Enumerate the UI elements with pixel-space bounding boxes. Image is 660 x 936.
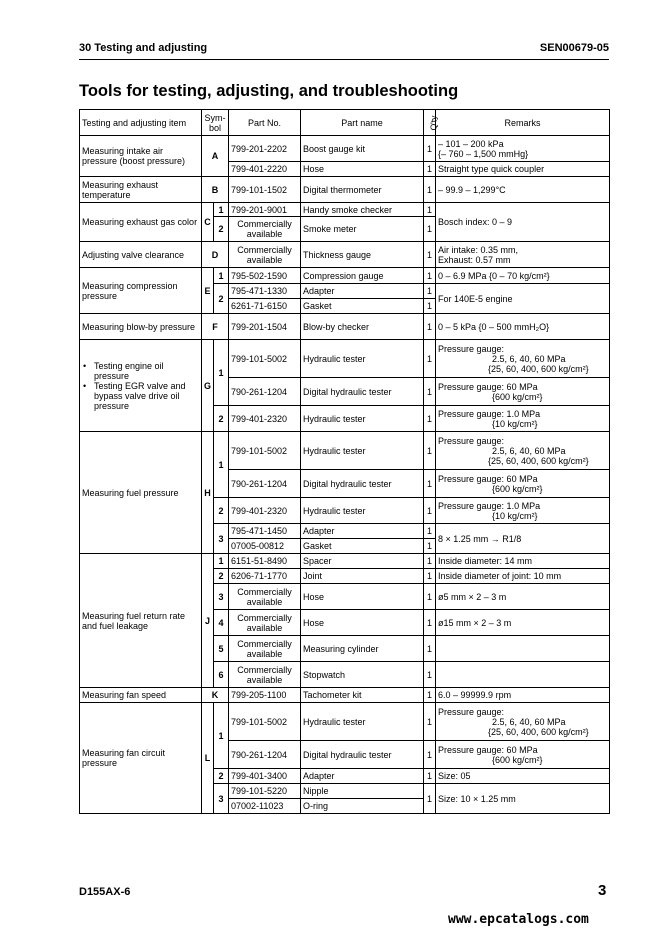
remarks: Pressure gauge: 60 MPa {600 kg/cm²} xyxy=(436,741,610,769)
remarks: – 101 – 200 kPa {– 760 – 1,500 mmHg} xyxy=(436,136,610,162)
sub-number: 4 xyxy=(214,610,229,636)
item-a: Measuring intake air pressure (boost pressure) xyxy=(80,136,202,177)
qty: 1 xyxy=(424,432,436,470)
part-no: 6261-71-6150 xyxy=(229,299,301,314)
part-no: Commercially available xyxy=(229,662,301,688)
header-symbol: Sym- bol xyxy=(202,110,229,136)
item-g-2: • Testing EGR valve and bypass valve drive oil pressure xyxy=(94,381,199,411)
part-no: 799-401-2320 xyxy=(229,498,301,524)
part-name: Handy smoke checker xyxy=(301,203,424,217)
item-g xyxy=(80,340,202,432)
qty: 1 xyxy=(424,539,436,554)
part-no: Commercially available xyxy=(229,584,301,610)
remarks: 0 – 5 kPa {0 – 500 mmH₂O} xyxy=(436,314,610,340)
remarks: Pressure gauge: 60 MPa {600 kg/cm²} xyxy=(436,378,610,406)
table-row xyxy=(80,314,610,340)
remarks: Straight type quick coupler xyxy=(436,162,610,177)
qty: 1 xyxy=(424,784,436,814)
part-name: Gasket xyxy=(301,539,424,554)
part-no: 07005-00812 xyxy=(229,539,301,554)
part-name: Boost gauge kit xyxy=(301,136,424,162)
symbol-d: D xyxy=(202,242,229,268)
qty: 1 xyxy=(424,662,436,688)
part-no: Commercially available xyxy=(229,610,301,636)
part-no: 799-201-1504 xyxy=(229,314,301,340)
qty: 1 xyxy=(424,610,436,636)
watermark-link[interactable]: www.epcatalogs.com xyxy=(448,912,589,927)
symbol-k: K xyxy=(202,688,229,703)
item-e: Measuring compression pressure xyxy=(80,268,202,314)
remarks: Pressure gauge: 2.5, 6, 40, 60 MPa {25, 60, 400, 600 kg/cm²} xyxy=(436,432,610,470)
part-name: Hose xyxy=(301,162,424,177)
part-no: 790-261-1204 xyxy=(229,378,301,406)
part-name: Hydraulic tester xyxy=(301,498,424,524)
remarks: – 99.9 – 1,299°C xyxy=(436,177,610,203)
page-number: 3 xyxy=(598,882,607,899)
qty: 1 xyxy=(424,584,436,610)
remarks: For 140E-5 engine xyxy=(436,284,610,314)
sub-number: 2 xyxy=(214,217,229,242)
part-no: 795-471-1330 xyxy=(229,284,301,299)
item-b: Measuring exhaust temperature xyxy=(80,177,202,203)
qty: 1 xyxy=(424,569,436,584)
table-row xyxy=(80,203,610,217)
sub-number: 2 xyxy=(214,284,229,314)
symbol-a: A xyxy=(202,136,229,177)
sub-number: 6 xyxy=(214,662,229,688)
part-no: 799-201-9001 xyxy=(229,203,301,217)
remarks: Inside diameter: 14 mm xyxy=(436,554,610,569)
item-l: Measuring fan circuit pressure xyxy=(80,703,202,814)
part-name: Smoke meter xyxy=(301,217,424,242)
table-row xyxy=(80,340,610,378)
header-qty: Q'ty xyxy=(424,110,436,136)
remarks xyxy=(436,662,610,688)
remarks: 0 – 6.9 MPa {0 – 70 kg/cm²} xyxy=(436,268,610,284)
section-title: 30 Testing and adjusting xyxy=(79,42,208,54)
remarks: Bosch index: 0 – 9 xyxy=(436,203,610,242)
sub-number: 2 xyxy=(214,498,229,524)
item-d: Adjusting valve clearance xyxy=(80,242,202,268)
remarks: Size: 05 xyxy=(436,769,610,784)
qty: 1 xyxy=(424,688,436,703)
part-name: Nipple xyxy=(301,784,424,799)
remarks: Pressure gauge: 2.5, 6, 40, 60 MPa {25, 60, 400, 600 kg/cm²} xyxy=(436,340,610,378)
sub-number: 1 xyxy=(214,703,229,769)
remarks: Pressure gauge: 1.0 MPa {10 kg/cm²} xyxy=(436,498,610,524)
qty: 1 xyxy=(424,242,436,268)
part-name: Hose xyxy=(301,610,424,636)
table-row xyxy=(80,177,610,203)
remarks: 6.0 – 99999.9 rpm xyxy=(436,688,610,703)
part-no: 799-201-2202 xyxy=(229,136,301,162)
part-no: Commercially available xyxy=(229,636,301,662)
part-name: Hydraulic tester xyxy=(301,703,424,741)
sub-number: 3 xyxy=(214,524,229,554)
header-remarks: Remarks xyxy=(436,110,610,136)
sub-number: 2 xyxy=(214,406,229,432)
part-no: 795-471-1450 xyxy=(229,524,301,539)
sub-number: 1 xyxy=(214,203,229,217)
part-name: Digital thermometer xyxy=(301,177,424,203)
sub-number: 2 xyxy=(214,769,229,784)
qty: 1 xyxy=(424,136,436,162)
qty: 1 xyxy=(424,769,436,784)
part-name: Gasket xyxy=(301,299,424,314)
part-name: Hose xyxy=(301,584,424,610)
part-no: 799-401-2220 xyxy=(229,162,301,177)
remarks: ø15 mm × 2 – 3 m xyxy=(436,610,610,636)
sub-number: 2 xyxy=(214,569,229,584)
remarks xyxy=(436,636,610,662)
qty: 1 xyxy=(424,217,436,242)
remarks: ø5 mm × 2 – 3 m xyxy=(436,584,610,610)
part-name: Adapter xyxy=(301,284,424,299)
table-row xyxy=(80,242,610,268)
item-f: Measuring blow-by pressure xyxy=(80,314,202,340)
qty: 1 xyxy=(424,268,436,284)
remarks: Pressure gauge: 60 MPa {600 kg/cm²} xyxy=(436,470,610,498)
qty: 1 xyxy=(424,299,436,314)
part-no: 799-401-3400 xyxy=(229,769,301,784)
part-no: 07002-11023 xyxy=(229,799,301,814)
part-name: O-ring xyxy=(301,799,424,814)
sub-number: 3 xyxy=(214,584,229,610)
table-row xyxy=(80,688,610,703)
qty: 1 xyxy=(424,524,436,539)
part-no: 790-261-1204 xyxy=(229,741,301,769)
part-name: Adapter xyxy=(301,524,424,539)
document-number: SEN00679-05 xyxy=(539,42,609,54)
part-name: Thickness gauge xyxy=(301,242,424,268)
qty: 1 xyxy=(424,284,436,299)
table-header-row xyxy=(80,110,610,136)
header-rule xyxy=(79,59,609,60)
symbol-f: F xyxy=(202,314,229,340)
part-no: 795-502-1590 xyxy=(229,268,301,284)
part-name: Measuring cylinder xyxy=(301,636,424,662)
qty: 1 xyxy=(424,741,436,769)
part-no: 799-205-1100 xyxy=(229,688,301,703)
qty: 1 xyxy=(424,636,436,662)
part-name: Digital hydraulic tester xyxy=(301,378,424,406)
part-no: 799-401-2320 xyxy=(229,406,301,432)
part-name: Digital hydraulic tester xyxy=(301,741,424,769)
part-name: Blow-by checker xyxy=(301,314,424,340)
part-name: Joint xyxy=(301,569,424,584)
page-title: Tools for testing, adjusting, and troubleshooting xyxy=(79,82,459,100)
qty: 1 xyxy=(424,203,436,217)
part-name: Spacer xyxy=(301,554,424,569)
part-name: Stopwatch xyxy=(301,662,424,688)
part-no: 799-101-5220 xyxy=(229,784,301,799)
symbol-l: L xyxy=(202,703,214,814)
qty: 1 xyxy=(424,554,436,569)
remarks: Air intake: 0.35 mm, Exhaust: 0.57 mm xyxy=(436,242,610,268)
table-row xyxy=(80,554,610,569)
part-no: 799-101-1502 xyxy=(229,177,301,203)
qty: 1 xyxy=(424,470,436,498)
sub-number: 1 xyxy=(214,554,229,569)
part-no: 6206-71-1770 xyxy=(229,569,301,584)
qty: 1 xyxy=(424,406,436,432)
remarks: Size: 10 × 1.25 mm xyxy=(436,784,610,814)
table-row xyxy=(80,136,610,162)
part-name: Hydraulic tester xyxy=(301,406,424,432)
part-name: Tachometer kit xyxy=(301,688,424,703)
footer-model: D155AX-6 xyxy=(79,886,131,898)
symbol-e: E xyxy=(202,268,214,314)
qty: 1 xyxy=(424,498,436,524)
item-k: Measuring fan speed xyxy=(80,688,202,703)
part-no: Commercially available xyxy=(229,242,301,268)
part-name: Hydraulic tester xyxy=(301,432,424,470)
part-no: 799-101-5002 xyxy=(229,340,301,378)
sub-number: 1 xyxy=(214,340,229,406)
tools-table xyxy=(79,109,610,814)
remarks: Inside diameter of joint: 10 mm xyxy=(436,569,610,584)
qty: 1 xyxy=(424,314,436,340)
sub-number: 1 xyxy=(214,268,229,284)
sub-number: 5 xyxy=(214,636,229,662)
item-j: Measuring fuel return rate and fuel leakage xyxy=(80,554,202,688)
header-part-name: Part name xyxy=(301,110,424,136)
remarks: 8 × 1.25 mm → R1/8 xyxy=(436,524,610,554)
table-row xyxy=(80,703,610,741)
symbol-b: B xyxy=(202,177,229,203)
sub-number: 1 xyxy=(214,432,229,498)
part-no: 799-101-5002 xyxy=(229,703,301,741)
qty: 1 xyxy=(424,703,436,741)
header-item: Testing and adjusting item xyxy=(80,110,202,136)
remarks: Pressure gauge: 2.5, 6, 40, 60 MPa {25, 60, 400, 600 kg/cm²} xyxy=(436,703,610,741)
symbol-g: G xyxy=(202,340,214,432)
symbol-c: C xyxy=(202,203,214,242)
part-name: Compression gauge xyxy=(301,268,424,284)
table-row xyxy=(80,268,610,284)
symbol-j: J xyxy=(202,554,214,688)
part-no: 6151-51-8490 xyxy=(229,554,301,569)
table-row xyxy=(80,432,610,470)
qty: 1 xyxy=(424,378,436,406)
part-name: Hydraulic tester xyxy=(301,340,424,378)
item-h: Measuring fuel pressure xyxy=(80,432,202,554)
part-no: Commercially available xyxy=(229,217,301,242)
item-c: Measuring exhaust gas color xyxy=(80,203,202,242)
remarks: Pressure gauge: 1.0 MPa {10 kg/cm²} xyxy=(436,406,610,432)
page-header xyxy=(79,42,609,58)
part-no: 790-261-1204 xyxy=(229,470,301,498)
qty: 1 xyxy=(424,177,436,203)
symbol-h: H xyxy=(202,432,214,554)
part-name: Adapter xyxy=(301,769,424,784)
part-no: 799-101-5002 xyxy=(229,432,301,470)
qty: 1 xyxy=(424,162,436,177)
header-part-no: Part No. xyxy=(229,110,301,136)
qty: 1 xyxy=(424,340,436,378)
part-name: Digital hydraulic tester xyxy=(301,470,424,498)
item-g-1: • Testing engine oil pressure xyxy=(94,361,199,381)
sub-number: 3 xyxy=(214,784,229,814)
